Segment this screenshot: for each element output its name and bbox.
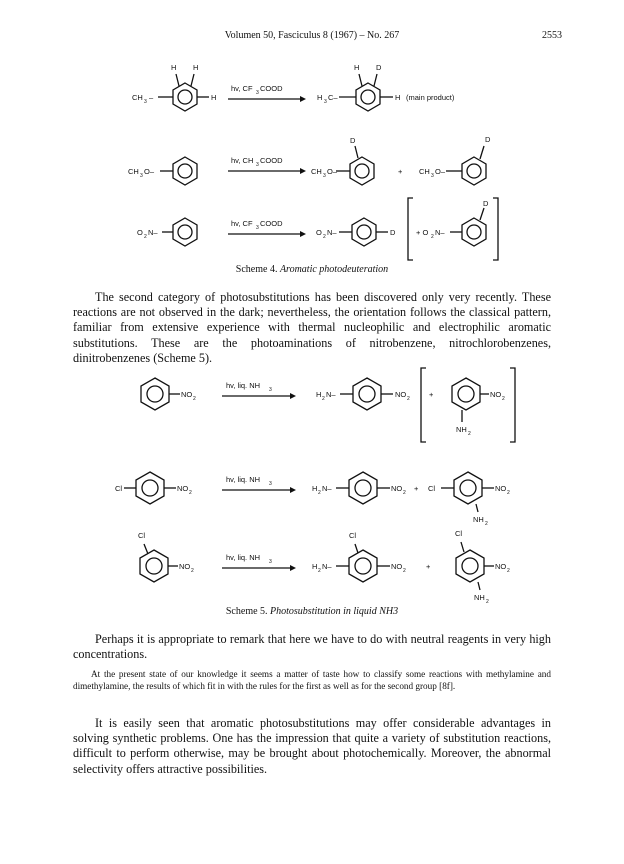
svg-text:2: 2 [407,396,410,402]
svg-text:NO: NO [177,484,189,493]
svg-text:3: 3 [269,481,272,487]
paragraph-synthetic-advantages: It is easily seen that aromatic photosubstitutions may offer considerable advantages in solving synthetic problems. One has the impression that quite a variety of substitution reactions, difficult to perform otherwise, may be brought about photochemically. Moreover, the abnormal selectivity offers attractive possibilities. [73,716,551,776]
svg-text:2: 2 [485,521,488,527]
svg-text:H: H [317,93,323,102]
svg-text:3: 3 [140,173,143,179]
svg-text:NO: NO [395,390,407,399]
svg-text:Cl: Cl [138,531,146,540]
svg-text:2: 2 [486,599,489,604]
svg-text:3: 3 [256,225,259,231]
svg-text:3: 3 [431,173,434,179]
svg-text:C–: C– [328,93,338,102]
svg-text:hv, liq. NH: hv, liq. NH [226,475,261,484]
svg-text:hv, CF: hv, CF [231,219,253,228]
caption-title: Photosubstitution in liquid NH3 [270,606,399,617]
svg-text:H: H [193,63,199,72]
bracket-right [493,198,498,260]
bracket-left [408,198,413,260]
reagent-label: hv, CF [231,84,253,93]
svg-text:NO: NO [490,390,502,399]
svg-text:D: D [483,199,489,208]
benzene-ring [454,472,482,504]
svg-text:NH: NH [473,515,484,524]
benzene-ring [353,378,381,410]
svg-text:H: H [316,390,322,399]
svg-text:3: 3 [256,162,259,168]
benzene-ring [349,550,377,582]
svg-text:2: 2 [507,490,510,496]
svg-text:O–: O– [435,167,446,176]
svg-text:H: H [211,93,217,102]
paragraph-photosubstitution-category: The second category of photosubstitutions has been discovered only very recently. These reactions are not observed in the dark; nevertheless, the orientation follows the classical pattern, familiar from extensive experience with thermal nucleophilic and electrophilic aromatic substitutions. These are the photoaminations of nitrobenzene, nitrochlorobenzenes, dinitrobenzenes (Scheme 5). [73,290,551,365]
svg-text:N–: N– [327,228,337,237]
svg-text:hv, CH: hv, CH [231,156,254,165]
svg-text:CH: CH [128,167,139,176]
caption-label: Scheme 5. [225,606,268,617]
scheme-4-caption [0,264,624,275]
svg-text:NO: NO [181,390,193,399]
svg-text:NO: NO [391,484,403,493]
svg-text:N–: N– [326,390,336,399]
svg-text:O–: O– [144,167,155,176]
benzene-ring [456,550,484,582]
svg-text:2: 2 [507,568,510,574]
svg-text:O–: O– [327,167,338,176]
svg-text:H: H [354,63,360,72]
svg-text:H: H [395,93,401,102]
svg-text:3: 3 [256,90,259,96]
svg-text:+: + [414,484,419,493]
journal-reference: Volumen 50, Fasciculus 8 (1967) – No. 267 [224,30,400,41]
scheme-4-figure [0,50,624,272]
svg-text:Cl: Cl [349,531,357,540]
main-product-note: (main product) [406,93,455,102]
svg-text:+ O: + O [416,228,429,237]
benzene-ring [462,157,486,185]
svg-text:D: D [485,135,491,144]
benzene-ring [350,157,374,185]
caption-title: Aromatic photodeuteration [279,264,389,275]
svg-text:2: 2 [403,568,406,574]
svg-text:COOD: COOD [260,219,283,228]
svg-text:3: 3 [144,99,147,105]
benzene-ring [356,83,380,111]
svg-text:2: 2 [322,396,325,402]
svg-text:2: 2 [189,490,192,496]
benzene-ring [140,550,168,582]
svg-text:D: D [390,228,396,237]
svg-text:O: O [316,228,322,237]
benzene-ring [349,472,377,504]
svg-text:N–: N– [322,562,332,571]
svg-text:D: D [350,136,356,145]
svg-text:2: 2 [431,234,434,240]
svg-text:–: – [149,93,154,102]
svg-text:+: + [398,167,403,176]
paragraph-neutral-reagents: Perhaps it is appropriate to remark that here we have to do with neutral reagents in very high concentrations. [73,632,551,662]
svg-text:2: 2 [318,490,321,496]
footnote-methylamine: At the present state of our knowledge it seems a matter of taste how to classify some reactions with methylamine and dimethylamine, the results of which fit in with the rules for the first as well as for the second group [8f]. [73,669,551,692]
svg-text:+: + [429,390,434,399]
benzene-ring [173,83,197,111]
benzene-ring [173,218,197,246]
svg-text:N–: N– [148,228,158,237]
svg-text:2: 2 [193,396,196,402]
svg-text:COOD: COOD [260,156,283,165]
svg-text:3: 3 [324,99,327,105]
svg-text:hv, liq. NH: hv, liq. NH [226,553,261,562]
svg-text:3: 3 [323,173,326,179]
svg-text:CH: CH [419,167,430,176]
svg-text:H: H [171,63,177,72]
svg-text:COOD: COOD [260,84,283,93]
svg-text:CH: CH [311,167,322,176]
svg-text:H: H [312,484,318,493]
svg-text:NO: NO [495,484,507,493]
benzene-ring [352,218,376,246]
running-header [0,30,624,44]
svg-text:Cl: Cl [115,484,123,493]
reagent-label: hv, liq. NH [226,381,261,390]
svg-text:N–: N– [322,484,332,493]
svg-text:NH: NH [474,593,485,602]
svg-text:2: 2 [144,234,147,240]
scheme-5-figure [0,360,624,604]
svg-text:2: 2 [318,568,321,574]
svg-text:2: 2 [502,396,505,402]
svg-text:NO: NO [495,562,507,571]
svg-text:3: 3 [269,559,272,565]
svg-text:NH: NH [456,425,467,434]
benzene-ring [462,218,486,246]
svg-text:CH: CH [132,93,143,102]
scheme-5-caption [0,606,624,617]
svg-text:NO: NO [179,562,191,571]
svg-text:Cl: Cl [428,484,436,493]
svg-text:N–: N– [435,228,445,237]
benzene-ring [173,157,197,185]
benzene-ring [452,378,480,410]
svg-text:NO: NO [391,562,403,571]
benzene-ring [141,378,169,410]
svg-text:D: D [376,63,382,72]
svg-text:2: 2 [468,431,471,437]
caption-label: Scheme 4. [235,264,278,275]
benzene-ring [136,472,164,504]
svg-text:2: 2 [323,234,326,240]
svg-text:3: 3 [269,387,272,393]
svg-text:+: + [426,562,431,571]
svg-text:2: 2 [403,490,406,496]
svg-text:H: H [312,562,318,571]
svg-text:2: 2 [191,568,194,574]
svg-text:O: O [137,228,143,237]
svg-text:Cl: Cl [455,529,463,538]
page-number: 2553 [542,30,562,41]
